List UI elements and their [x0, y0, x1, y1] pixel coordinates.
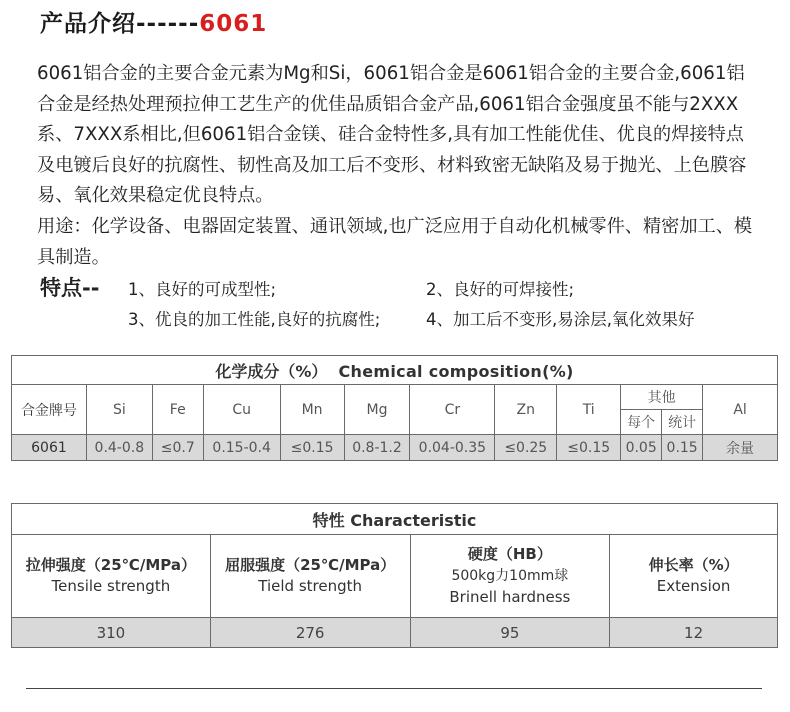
bottom-divider [26, 688, 762, 689]
chemical-title-en: Chemical composition(%) [338, 361, 574, 381]
title-model: 6061 [199, 11, 268, 37]
alloy-grade-header: 合金牌号 [12, 385, 87, 435]
element-header: Si [86, 385, 152, 435]
feature-item-4: 4、加工后不变形,易涂层,氧化效果好 [426, 310, 695, 329]
title-prefix: 产品介绍------ [40, 11, 200, 37]
characteristic-table [11, 503, 778, 648]
chemical-column-header-row [12, 385, 778, 410]
tensile-cn: 拉伸强度（25℃/MPa） [25, 556, 196, 574]
others-each-header: 每个 [621, 410, 662, 435]
chemical-table-header [12, 356, 778, 385]
yield-en: Tield strength [258, 577, 363, 595]
element-header: Zn [495, 385, 557, 435]
tensile-en: Tensile strength [51, 577, 171, 595]
element-header: Mg [344, 385, 410, 435]
extension-en: Extension [656, 577, 731, 595]
aluminum-header: Al [703, 385, 778, 435]
table-row [12, 618, 778, 648]
characteristic-table-title: 特性 Characteristic [12, 504, 778, 535]
composition-cell: 0.4-0.8 [86, 435, 152, 461]
composition-cell: 余量 [703, 435, 778, 461]
yield-strength-header [210, 535, 410, 618]
composition-cell: ≤0.7 [152, 435, 203, 461]
element-header: Fe [152, 385, 203, 435]
composition-cell: 0.05 [621, 435, 662, 461]
yield-strength-value: 276 [210, 618, 410, 648]
table-row [12, 435, 778, 461]
element-header: Cr [410, 385, 495, 435]
hardness-sub: 500kg力10mm球 [451, 568, 569, 584]
page-title [40, 5, 267, 38]
features-label: 特点-- [40, 276, 100, 300]
element-header: Ti [557, 385, 621, 435]
others-header: 其他 [621, 385, 703, 410]
intro-paragraph: 6061铝合金的主要合金元素为Mg和Si，6061铝合金是6061铝合金的主要合金,6061铝合金是经热处理预拉伸工艺生产的优佳品质铝合金产品,6061铝合金强度虽不能与2XXX系、7XXX系相比,但6061铝合金镁、硅合金特性多,具有加工性能优佳、优良的焊接特点及电镀后良好的抗腐性、韧性高及加工后不变形、材料致密无缺陷及易于抛光、上色膜容易、氧化效果稳定优良特点。 [37, 63, 747, 207]
yield-cn: 屈服强度（25℃/MPa） [225, 556, 396, 574]
feature-item-2: 2、良好的可焊接性; [426, 280, 575, 299]
characteristic-label-row [12, 535, 778, 618]
tensile-strength-header [12, 535, 211, 618]
composition-cell: ≤0.25 [495, 435, 557, 461]
extension-value: 12 [610, 618, 778, 648]
hardness-header [410, 535, 610, 618]
chemical-title-cn: 化学成分（%） [215, 361, 328, 381]
others-total-header: 统计 [662, 410, 703, 435]
tensile-strength-value: 310 [12, 618, 211, 648]
alloy-grade-cell: 6061 [12, 435, 87, 461]
intro-text [37, 59, 757, 273]
composition-cell: ≤0.15 [557, 435, 621, 461]
composition-cell: 0.04-0.35 [410, 435, 495, 461]
element-header: Cu [203, 385, 280, 435]
usage-paragraph: 用途：化学设备、电器固定装置、通讯领域,也广泛应用于自动化机械零件、精密加工、模具制造。 [37, 215, 753, 268]
extension-header [610, 535, 778, 618]
hardness-value: 95 [410, 618, 610, 648]
chemical-composition-table [11, 355, 778, 461]
chemical-table-title [12, 356, 778, 385]
composition-cell: 0.15 [662, 435, 703, 461]
composition-cell: ≤0.15 [280, 435, 344, 461]
feature-item-3: 3、优良的加工性能,良好的抗腐性; [128, 310, 381, 329]
hardness-cn: 硬度（HB） [467, 545, 552, 563]
extension-cn: 伸长率（%） [648, 556, 739, 574]
element-header: Mn [280, 385, 344, 435]
feature-item-1: 1、良好的可成型性; [128, 280, 277, 299]
composition-cell: 0.8-1.2 [344, 435, 410, 461]
characteristic-table-header [12, 504, 778, 535]
composition-cell: 0.15-0.4 [203, 435, 280, 461]
hardness-en: Brinell hardness [449, 588, 571, 606]
